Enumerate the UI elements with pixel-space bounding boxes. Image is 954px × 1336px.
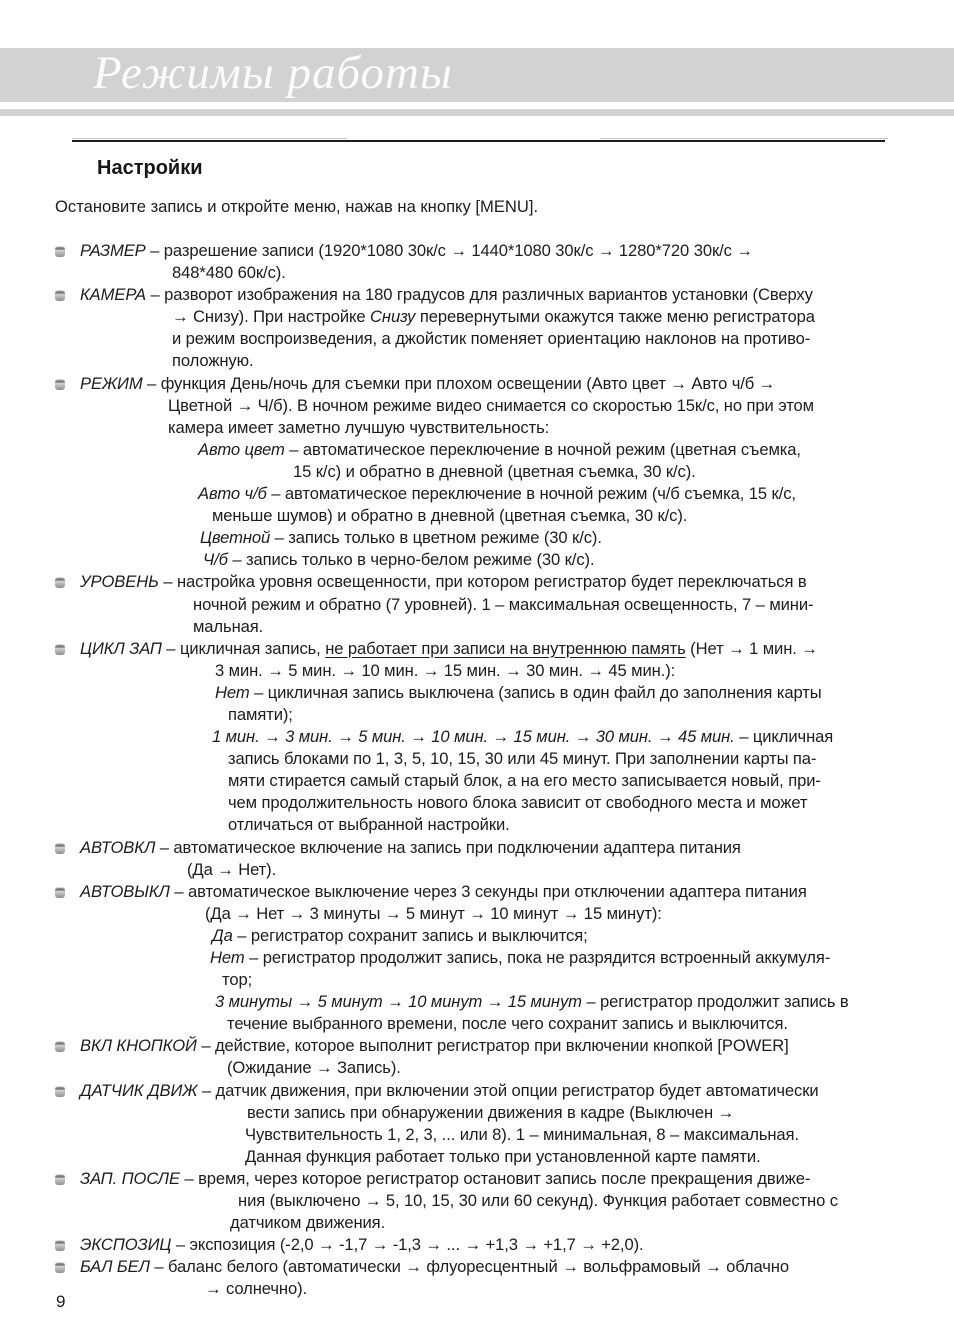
option-label: Снизу	[370, 307, 416, 327]
doc-text: – цикличная	[734, 727, 834, 747]
doc-line	[172, 306, 954, 328]
doc-text: – время, через которое регистратор остановит запись после прекращения движе-	[179, 1168, 811, 1188]
doc-text: – разворот изображения на 180 градусов для различных вариантов установки (Сверху	[145, 285, 813, 305]
doc-text: Данная функция работает только при установленной карте памяти.	[245, 1146, 761, 1166]
doc-line	[80, 240, 954, 262]
doc-text: и режим воспроизведения, а джойстик поменяет ориентацию наклонов на противо-	[172, 329, 811, 349]
doc-line	[245, 1124, 954, 1146]
doc-text: вести запись при обнаружении движения в кадре (Выключен →	[247, 1102, 735, 1122]
doc-text: (Нет → 1 мин. →	[685, 638, 818, 658]
doc-text: мальная.	[193, 616, 264, 636]
page-header-banner	[0, 48, 954, 102]
doc-line	[228, 770, 954, 792]
doc-line	[80, 284, 954, 306]
bullet-icon	[55, 246, 65, 257]
option-label: РАЗМЕР	[80, 241, 146, 260]
doc-text: – экспозиция (-2,0 → -1,7 → -1,3 → ... → +1,3 → +1,7 → +2,0).	[171, 1235, 644, 1255]
doc-text: 15 к/с) и обратно в дневной (цветная съемка, 30 к/с).	[293, 461, 696, 481]
doc-text: ния (выключено → 5, 10, 15, 30 или 60 секунд). Функция работает совместно с	[238, 1191, 838, 1211]
doc-line	[168, 417, 954, 439]
doc-text: (Да → Нет).	[187, 859, 277, 879]
option-label: Авто цвет	[198, 439, 285, 459]
option-label: УРОВЕНЬ	[80, 572, 159, 592]
option-label: ВКЛ КНОПКОЙ	[80, 1036, 197, 1056]
option-label: БАЛ БЕЛ	[80, 1257, 150, 1277]
doc-line	[193, 594, 954, 616]
list-item	[0, 881, 954, 1036]
doc-line	[212, 925, 954, 947]
list-item	[0, 284, 954, 372]
bullet-icon	[55, 379, 65, 390]
doc-line	[80, 373, 954, 395]
doc-line	[203, 549, 954, 571]
option-label: Цветной	[200, 528, 271, 548]
section-heading: Настройки	[97, 157, 203, 179]
option-label: 1 мин. → 3 мин. → 5 мин. → 10 мин. → 15 мин. → 30 мин. → 45 мин.	[212, 727, 735, 747]
doc-line	[80, 1035, 954, 1057]
doc-line	[80, 1168, 954, 1190]
doc-text: положную.	[172, 351, 254, 371]
intro-text: Остановите запись и откройте меню, нажав на кнопку [MENU].	[55, 197, 539, 216]
doc-text: тор;	[222, 970, 253, 990]
doc-text: (Да → Нет → 3 минуты → 5 минут → 10 минут → 15 минут):	[205, 903, 662, 923]
doc-text: меньше шумов) и обратно в дневной (цветная съемка, 30 к/с).	[212, 506, 688, 526]
doc-line	[228, 748, 954, 770]
doc-line	[172, 328, 954, 350]
bullet-icon	[55, 644, 65, 655]
doc-text: – запись только в цветном режиме (30 к/с).	[270, 528, 602, 548]
doc-line	[228, 792, 954, 814]
bullet-icon	[55, 290, 65, 301]
doc-line	[228, 704, 954, 726]
option-label: 3 минуты → 5 минут → 10 минут → 15 минут	[215, 992, 582, 1012]
doc-text: чем продолжительность нового блока зависит от свободного места и может	[228, 793, 808, 813]
page-number: 9	[56, 1292, 66, 1311]
doc-text: – автоматическое переключение в ночной режим (цветная съемка,	[284, 439, 801, 459]
option-label: АВТОВКЛ	[80, 837, 156, 857]
list-item	[0, 1080, 954, 1168]
list-item	[0, 1256, 954, 1300]
doc-text: – автоматическое включение на запись при подключении адаптера питания	[155, 837, 741, 857]
bullet-icon	[55, 1086, 65, 1097]
list-item	[0, 1168, 954, 1234]
bullet-icon	[55, 577, 65, 588]
doc-text: – настройка уровня освещенности, при котором регистратор будет переключаться в	[158, 572, 807, 592]
doc-text: Цветной → Ч/б). В ночном режиме видео снимается со скоростью 15к/с, но при этом	[168, 395, 814, 415]
doc-line	[227, 1057, 954, 1079]
option-label: ЦИКЛ ЗАП	[80, 638, 162, 658]
doc-text: → Снизу). При настройке	[172, 307, 371, 327]
doc-line	[222, 969, 954, 991]
doc-text: → солнечно).	[205, 1279, 308, 1299]
doc-text: – цикличная запись выключена (запись в один файл до заполнения карты	[249, 682, 822, 702]
doc-line	[245, 1146, 954, 1168]
doc-line	[168, 395, 954, 417]
bullet-icon	[55, 1262, 65, 1273]
doc-text: – автоматическое выключение через 3 секунды при отключении адаптера питания	[169, 881, 807, 901]
list-item	[0, 1234, 954, 1256]
doc-text: течение выбранного времени, после чего сохранит запись и выключится.	[227, 1014, 788, 1034]
doc-text: (Ожидание → Запись).	[227, 1058, 401, 1078]
option-label: АВТОВЫКЛ	[80, 881, 170, 901]
list-item	[0, 638, 954, 837]
option-label: Авто ч/б	[198, 484, 267, 504]
option-label: ЭКСПОЗИЦ	[80, 1235, 172, 1255]
doc-text: – регистратор продолжит запись, пока не разрядится встроенный аккумуля-	[244, 948, 831, 967]
option-label: КАМЕРА	[80, 285, 146, 305]
doc-line	[212, 726, 954, 748]
doc-text: 3 мин. → 5 мин. → 10 мин. → 15 мин. → 30 мин. → 45 мин.):	[215, 660, 676, 680]
option-label: Нет	[210, 948, 245, 967]
doc-text: отличаться от выбранной настройки.	[228, 815, 510, 835]
doc-line	[238, 1190, 954, 1212]
doc-text: – запись только в черно-белом режиме (30 к/с).	[227, 550, 595, 570]
doc-line	[198, 483, 954, 505]
doc-text: 848*480 60к/с).	[172, 263, 286, 283]
doc-line	[172, 262, 954, 284]
doc-line	[198, 439, 954, 461]
doc-line	[215, 660, 954, 682]
doc-line	[80, 881, 954, 903]
doc-text: ночной режим и обратно (7 уровней). 1 – максимальная освещенность, 7 – мини-	[193, 594, 814, 614]
bullet-icon	[55, 1174, 65, 1185]
doc-text: – функция День/ночь для съемки при плохом освещении (Авто цвет → Авто ч/б →	[142, 373, 776, 393]
doc-text: – автоматическое переключение в ночной режим (ч/б съемка, 15 к/с,	[266, 484, 796, 504]
doc-line	[172, 350, 954, 372]
doc-line	[80, 1256, 954, 1278]
doc-line	[80, 837, 954, 859]
doc-text: памяти);	[228, 704, 293, 724]
bullet-icon	[55, 887, 65, 898]
doc-text: – баланс белого (автоматически → флуоресцентный → вольфрамовый → облачно	[149, 1257, 789, 1277]
doc-text: – датчик движения, при включении этой опции регистратор будет автоматически	[197, 1080, 819, 1100]
doc-line	[80, 1080, 954, 1102]
doc-line	[205, 1278, 954, 1300]
doc-text: запись блоками по 1, 3, 5, 10, 15, 30 или 45 минут. При заполнении карты па-	[228, 749, 817, 769]
doc-line	[228, 814, 954, 836]
doc-text: датчиком движения.	[230, 1213, 386, 1233]
bullet-icon	[55, 1240, 65, 1251]
doc-text: перевернутыми окажутся также меню регистратора	[415, 307, 815, 327]
doc-text: – действие, которое выполнит регистратор при включении кнопкой [POWER]	[196, 1036, 789, 1056]
bullet-icon	[55, 1041, 65, 1052]
doc-text: – регистратор сохранит запись и выключится;	[232, 925, 588, 945]
doc-text: мяти стирается самый старый блок, а на его место записывается новый, при-	[228, 771, 821, 791]
header-substrip	[0, 109, 954, 116]
underlined-note: не работает при записи на внутреннюю память	[325, 638, 686, 658]
option-label: Ч/б	[203, 550, 228, 570]
option-label: Да	[212, 925, 233, 945]
doc-text: – цикличная запись,	[161, 638, 326, 658]
doc-text: – разрешение записи (1920*1080 30к/с → 1440*1080 30к/с → 1280*720 30к/с →	[145, 241, 753, 260]
doc-line	[80, 638, 954, 660]
doc-text: Чувствительность 1, 2, 3, ... или 8). 1 – минимальная, 8 – максимальная.	[245, 1124, 799, 1144]
doc-text: камера имеет заметно лучшую чувствительность:	[168, 417, 550, 437]
option-label: РЕЖИМ	[80, 373, 143, 393]
option-label: Нет	[215, 682, 250, 702]
doc-line	[187, 859, 954, 881]
doc-line	[210, 947, 954, 969]
doc-line	[230, 1212, 954, 1234]
option-label: ДАТЧИК ДВИЖ	[80, 1080, 198, 1100]
separator-rule	[72, 140, 885, 142]
list-item	[0, 837, 954, 881]
doc-text: – регистратор продолжит запись в	[581, 992, 849, 1012]
doc-line	[212, 505, 954, 527]
bullet-icon	[55, 843, 65, 854]
list-item	[0, 1035, 954, 1079]
option-label: ЗАП. ПОСЛЕ	[80, 1168, 180, 1188]
doc-line	[80, 571, 954, 593]
settings-list	[0, 240, 954, 1301]
list-item	[0, 571, 954, 637]
doc-line	[293, 461, 954, 483]
page-title: Режимы работы	[93, 47, 453, 99]
doc-line	[215, 991, 954, 1013]
doc-line	[193, 616, 954, 638]
doc-line	[200, 527, 954, 549]
doc-line	[205, 903, 954, 925]
doc-line	[215, 682, 954, 704]
doc-line	[247, 1102, 954, 1124]
list-item	[0, 373, 954, 572]
separator-shadow-right	[600, 138, 888, 139]
list-item	[0, 240, 954, 284]
doc-line	[227, 1013, 954, 1035]
separator-shadow-left	[72, 138, 347, 139]
doc-line	[80, 1234, 954, 1256]
